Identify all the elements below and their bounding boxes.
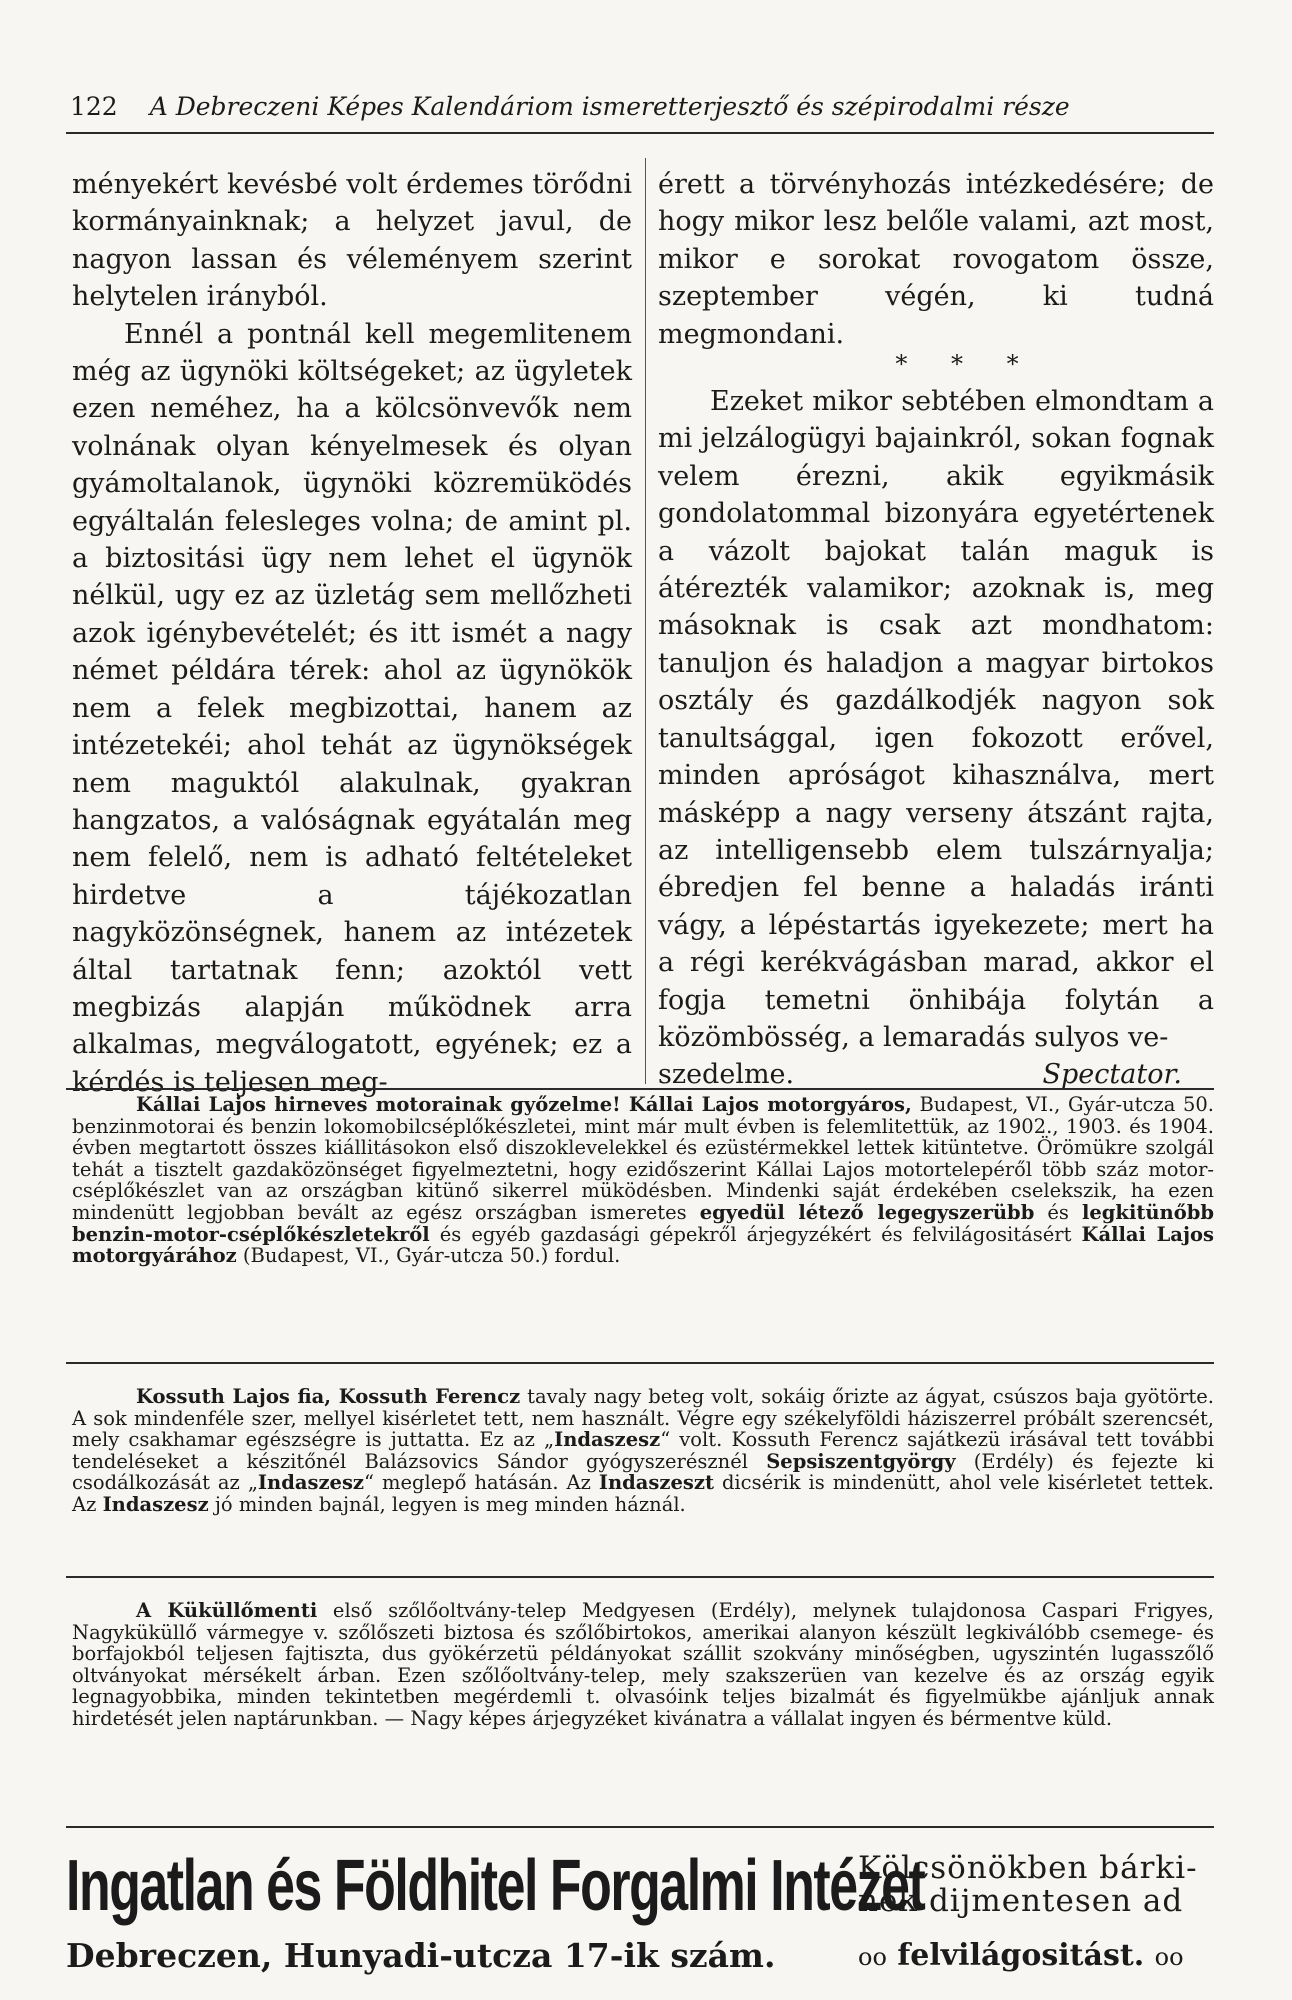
- notice-span: és: [1034, 1200, 1082, 1224]
- column-divider: [645, 158, 646, 1084]
- notice-bold: Kossuth Lajos fia, Kossuth Ferencz: [136, 1385, 521, 1408]
- author-signature: Spectator.: [1042, 1059, 1182, 1091]
- page-number: 122: [70, 92, 118, 121]
- ad-info: [858, 1938, 1184, 1973]
- notice-kallai: [72, 1094, 1214, 1267]
- notice-bold: Indaszesz: [257, 1471, 365, 1495]
- closing-text: szedelme.: [658, 1059, 795, 1091]
- running-title: A Debreczeni Képes Kalendáriom ismeretterjesztő és szépirodalmi része: [149, 92, 1070, 121]
- article-paragraph: Ennél a pontnál kell megemlitenem még az ügynöki költségeket; az ügyletek ezen neméhez, ha a kölcsönvevők nem volnának olyan kényelmesek és olyan gyámoltalanok, ügynöki közremüködés egyáltalán felesleges volna; de amint pl. a biztositási ügy nem lehet el ügynök nélkül, ugy ez az üzletág sem mellőzheti azok igénybevételét; és itt ismét a nagy német példára térek: ahol az ügynökök nem a felek megbizottai, hanem az intézetekéi; ahol tehát az ügynökségek nem maguktól alakulnak, gyakran hangzatos, a valóságnak egyátalán meg nem felelő, nem is adható feltételeket hirdetve a tájékozatlan nagyközönségnek, hanem az intézetek által tartatnak fenn; azoktól vett megbizás alapján működnek arra alkalmas, megválogatott, egyének; ez a kérdés is teljesen meg-: [72, 318, 632, 1098]
- notice-span: első szőlőoltvány-telep Medgyesen (Erdély), melynek tulajdonosa Caspari Frigyes, Nagyküküllő vármegye v. szőlőszeti biztosa és szőlőbirtokos, amerikai alanyon készült legkiválóbb csemege- és borfajokból teljesen fajtiszta, dus gyökérzetü példányokat szállit szokvány minőségben, ugyszintén lugasszőlő oltványokat mérsékelt árban. Ezen szőlőoltvány-telep, mely szakszerüen van kezelve és az ország egyik legnagyobbika, minden tekintetben megérdemli t. olvasóink teljes bizalmát és figyelmükbe ajánljuk annak hirdetését jelen naptárunkban. — Nagy képes árjegyzéket kivánatra a vállalat ingyen és bérmentve küld.: [72, 1599, 1214, 1730]
- notice-bold: Kállai Lajos hirneves motorainak győzelme! Kállai Lajos motorgyáros,: [136, 1093, 912, 1116]
- article-right-column: [658, 166, 1214, 1094]
- article-left-column: [72, 166, 632, 1101]
- notice-span: jó minden bajnál, legyen is meg minden háznál.: [208, 1492, 686, 1516]
- notice-bold: Kállai Lajos motorgyárához: [72, 1222, 1214, 1268]
- ad-address: Debreczen, Hunyadi-utcza 17-ik szám.: [66, 1936, 776, 1975]
- section-rule: [66, 1088, 1214, 1090]
- notice-span: (Budapest, VI., Gyár-utcza 50.) fordul.: [236, 1244, 621, 1268]
- notice-span: “ meglepő hatásán. Az: [364, 1471, 599, 1495]
- notice-bold: Indaszesz: [102, 1492, 209, 1516]
- notice-text: [72, 1386, 1214, 1516]
- ad-loan-note: Kölcsönökben bárki-nek dijmentesen ad: [858, 1850, 1198, 1919]
- ornament-right: oo: [1154, 1943, 1184, 1971]
- notice-text: [72, 1600, 1214, 1730]
- section-rule: [66, 1576, 1214, 1578]
- ad-info-text: felvilágositást.: [897, 1938, 1145, 1973]
- notice-span: “ volt. Kossuth Ferencz sajátkezü irásával tett további tendeléseket a készitőnél Balázsovics Sándor gyógyszerésznél: [72, 1428, 1214, 1473]
- notice-bold: Indaszesz: [554, 1428, 661, 1452]
- ad-company-name: Ingatlan és Földhitel Forgalmi Intézet: [66, 1846, 925, 1926]
- notice-bold: Indaszeszt: [598, 1471, 714, 1495]
- notice-text: [72, 1094, 1214, 1267]
- running-header: [70, 92, 1210, 121]
- notice-kukullo: [72, 1600, 1214, 1730]
- notice-span: dicsérik is mindenütt, ahol vele kisérletet tettek. Az: [72, 1471, 1214, 1516]
- notice-kossuth: [72, 1386, 1214, 1516]
- notice-span: tavaly nagy beteg volt, sokáig őrizte az ágyat, csúszos baja gyötörte. A sok mindenféle szer, mellyel kisérletet tett, nem használt. Végre egy székelyföldi háziszerrel próbált szerencsét, mely csakhamar egészségre is juttatta. Ez az „: [72, 1385, 1214, 1452]
- section-asterisks: * * *: [895, 350, 1037, 379]
- header-rule: [66, 132, 1214, 134]
- article-paragraph: ményekért kevésbé volt érdemes törődni kormányainknak; a helyzet javul, de nagyon lassan és véleményem szerint helytelen irányból.: [72, 169, 632, 313]
- notice-bold: egyedül létező legegyszerübb: [699, 1200, 1035, 1224]
- notice-span: (Erdély) és fejezte ki csodálkozását az „: [72, 1449, 1214, 1495]
- notice-bold: Sepsiszentgyörgy: [766, 1449, 956, 1473]
- article-paragraph: Ezeket mikor sebtében elmondtam a mi jelzálogügyi bajainkról, sokan fognak velem érezni, akik egyikmásik gondolatommal bizonyára egyetértenek a vázolt bajokat talán maguk is átérezték valamikor; azoknak is, meg másoknak is csak azt mondhatom: tanuljon és haladjon a magyar birtokos osztály és gazdálkodjék nagyon sok tanultsággal, igen fokozott erővel, minden apróságot kihasználva, mert másképp a nagy verseny átszánt rajta, az intelligensebb elem tulszárnyalja; ébredjen fel benne a haladás iránti vágy, a lépéstartás igyekezete; mert ha a régi kerékvágásban marad, akkor el fogja temetni önhibája folytán a közömbösség, a lemaradás sulyos ve-: [658, 386, 1214, 1053]
- notice-span: és egyéb gazdasági gépekről árjegyzékért és felvilágositásért: [429, 1222, 1082, 1246]
- section-rule: [66, 1826, 1214, 1828]
- notice-bold: A Küküllőmenti: [136, 1599, 318, 1622]
- notice-span: Budapest, VI., Gyár-utcza 50. benzinmotorai és benzin lokomobilcséplőkészletei, mint már mult évben is felemlitettük, az 1902., 1903. és 1904. évben megtartott összes kiállitásokon első diszoklevelekkel és ezüstérmekkel lettek kitüntetve. Örömükre szolgál tehát a tisztelt gazdaközönséget figyelmeztetni, hogy ezidőszerint Kállai Lajos motortelepéről több száz motor-cséplőkészlet van az országban kitünő sikerrel müködésben. Mindenki saját érdekében cselekszik, ha ezen mindenütt legjobban bevált az egész országban ismeretes: [72, 1093, 1214, 1224]
- article-paragraph: érett a törvényhozás intézkedésére; de hogy mikor lesz belőle valami, azt most, mikor e sorokat rovogatom össze, szeptember végén, ki tudná megmondani.: [658, 169, 1214, 350]
- notice-bold: legkitünőbb benzin-motor-cséplőkészletekről: [72, 1200, 1214, 1246]
- section-rule: [66, 1362, 1214, 1364]
- ornament-left: oo: [858, 1943, 887, 1971]
